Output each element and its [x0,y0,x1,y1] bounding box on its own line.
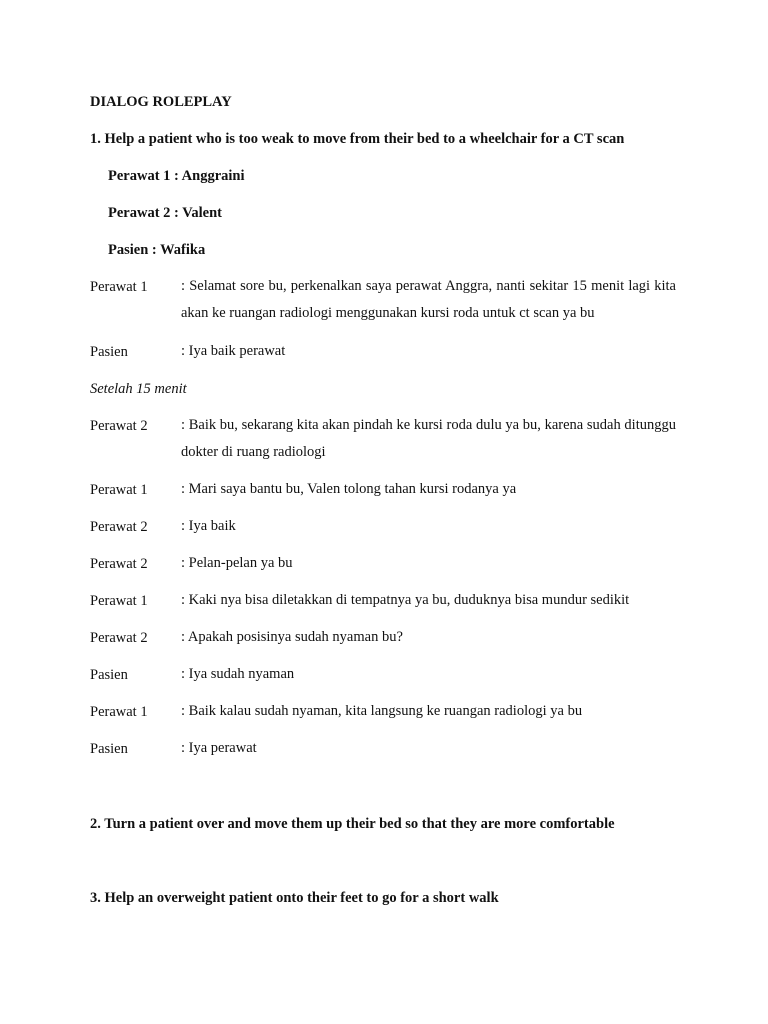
dialog-speaker: Perawat 1 [90,593,148,609]
document-title: DIALOG ROLEPLAY [90,94,232,110]
dialog-text: : Mari saya bantu bu, Valen tolong tahan kursi rodanya ya [181,481,517,497]
dialog-text: : Kaki nya bisa diletakkan di tempatnya ya bu, duduknya bisa mundur sedikit [181,592,630,608]
section-3-heading: 3. Help an overweight patient onto their feet to go for a short walk [90,890,499,906]
cast-member: Pasien : Wafika [108,242,206,258]
dialog-speaker: Pasien [90,344,128,360]
dialog-text: : Iya perawat [181,740,257,756]
dialog-speaker: Perawat 1 [90,279,148,295]
dialog-text: : Baik bu, sekarang kita akan pindah ke kursi roda dulu ya bu, karena sudah ditunggu dokter di ruang radiologi [181,417,676,460]
dialog-text: : Apakah posisinya sudah nyaman bu? [181,629,403,645]
dialog-text: : Iya sudah nyaman [181,666,295,682]
dialog-speaker: Pasien [90,741,128,757]
dialog-text: : Iya baik perawat [181,343,286,359]
section-1-heading: 1. Help a patient who is too weak to move from their bed to a wheelchair for a CT scan [90,131,625,147]
cast-member: Perawat 1 : Anggraini [108,168,245,184]
dialog-speaker: Perawat 2 [90,630,148,646]
dialog-speaker: Perawat 1 [90,704,148,720]
dialog-text: : Baik kalau sudah nyaman, kita langsung ke ruangan radiologi ya bu [181,703,583,719]
section-2-heading: 2. Turn a patient over and move them up their bed so that they are more comfortable [90,816,615,832]
dialog-speaker: Pasien [90,667,128,683]
dialog-text: : Pelan-pelan ya bu [181,555,293,571]
dialog-speaker: Perawat 1 [90,482,148,498]
dialog-speaker: Perawat 2 [90,556,148,572]
dialog-text: : Selamat sore bu, perkenalkan saya perawat Anggra, nanti sekitar 15 menit lagi kita akan ke ruangan radiologi menggunakan kursi roda untuk ct scan ya bu [181,278,676,321]
dialog-text: : Iya baik [181,518,236,534]
dialog-speaker: Perawat 2 [90,418,148,434]
dialog-speaker: Perawat 2 [90,519,148,535]
stage-note: Setelah 15 menit [90,381,187,397]
cast-member: Perawat 2 : Valent [108,205,222,221]
